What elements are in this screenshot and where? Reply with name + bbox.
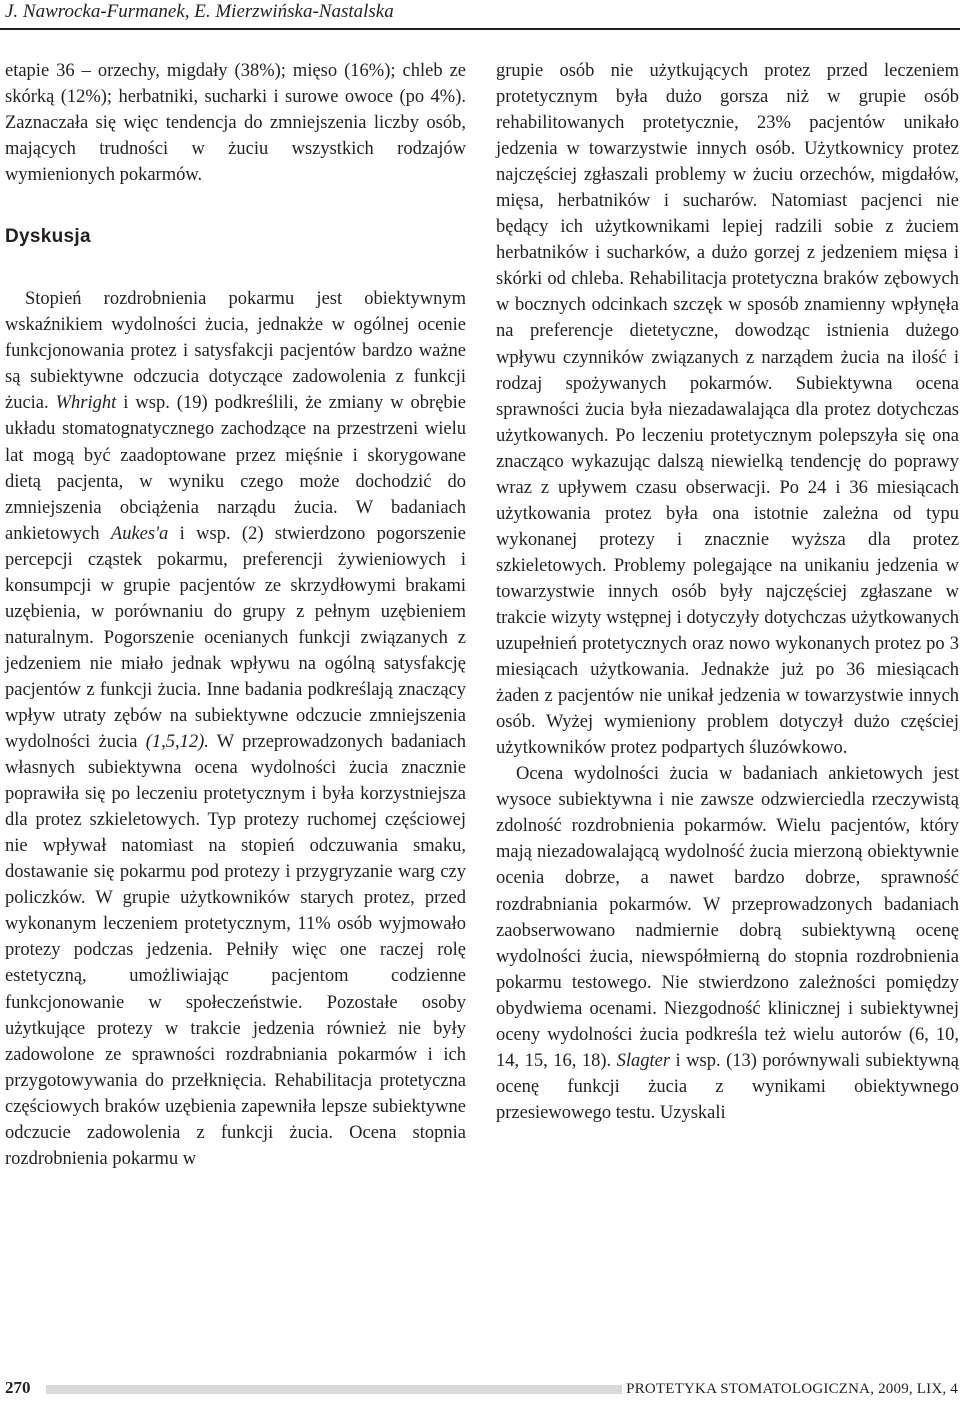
discussion-text-3: i wsp. (2) stwierdzono pogorszenie percepcji cząstek pokarmu, preferencji żywieniowych i konsumpcji w grupie pacjentów ze skrzydłowymi brakami uzębienia, w porównaniu do grupy z pełnym uzębieniem naturalnym. Pogorszenie ocenianych funkcji związanych z jedzeniem nie miało jednak wpływu na ogólną satysfakcję pacjentów z funkcji żucia. Inne badania podkreślają znaczący wpływ utraty zębów na subiektywne odczucie zmniejszenia wydolności żucia [5,523,467,753]
right-paragraph-2 [496,761,959,1126]
journal-citation: PROTETYKA STOMATOLOGICZNA, 2009, LIX, 4 [626,1381,958,1397]
author-wright: Whright [55,393,117,414]
intro-paragraph: etapie 36 – orzechy, migdały (38%); mięso (16%); chleb ze skórką (12%); herbatniki, sucharki i surowe owoce (po 4%). Zaznaczała się więc tendencja do zmniejszenia liczby osób, mających trudności w żuciu wszystkich rodzajów wymienionych pokarmów. [5,61,466,186]
footer-bar [46,1385,622,1394]
discussion-paragraph [5,286,466,1172]
running-header [0,0,960,30]
right-text-1: Ocena wydolności żucia w badaniach ankietowych jest wysoce subiektywna i nie zawsze odzwierciedla rzeczywistą zdolność rozdrobnienia pokarmów. Wielu pacjentów, który mają niezadowalającą wydolność żucia mierzoną obiektywnie ocenia dobrze, a nawet bardzo dobrze, sprawność rozdrabniania pokarmów. W przeprowadzonych badaniach zaobserwowano nadmiernie dobrą subiektywną ocenę wydolności żucia, niewspółmierną do stopnia rozdrobnienia pokarmu testowego. Nie stwierdzono zależności pomiędzy obydwiema ocenami. Niezgodność klinicznej i subiektywnej oceny wydolności żucia podkreśla też wielu autorów (6, 10, 14, 15, 16, 18). [496,764,959,1071]
section-heading: Dyskusja [5,226,91,248]
right-column [496,58,959,1126]
discussion-text-4: W przeprowadzonych badaniach własnych subiektywna ocena wydolności żucia znacznie poprawiła się po leczeniu protetycznym i była korzystniejsza dla protez szkieletowych. Typ protezy ruchomej częściowej nie wpływał natomiast na stopień odczuwania smaku, dostawanie się pokarmu pod protezy i przygryzanie warg czy policzków. W grupie użytkowników starych protez, przed wykonanym leczeniem protetycznym, 11% osób wyjmowało protezy podczas jedzenia. Pełniły więc one raczej rolę estetyczną, umożliwiając pacjentom codzienne funkcjonowanie w społeczeństwie. Pozostałe osoby użytkujące protezy w trakcie jedzenia również nie były zadowolone ze sprawności rozdrabniania pokarmów i ich przygotowywania do przełknięcia. Rehabilitacja protetyczna częściowych braków uzębienia zapewniła lepsze subiektywne odczucie zadowolenia z funkcji żucia. Ocena stopnia rozdrobnienia pokarmu w [5,732,466,1169]
citation-italic: (1,5,12). [145,732,209,753]
author-slagter: Slagter [616,1050,671,1071]
discussion-text-1: Stopień rozdrobnienia pokarmu jest obiektywnym wskaźnikiem wydolności żucia, jednakże w ogólnej ocenie funkcjonowania protez i satysfakcji pacjentów bardzo ważne są subiektywne odczucia dotyczące zadowolenia z funkcji żucia. [5,289,466,414]
author-aukes: Aukes'a [110,523,169,544]
discussion-text-2: i wsp. (19) podkreślili, że zmiany w obrębie układu stomatognatycznego zachodzące na przestrzeni wielu lat mogą być zaadoptowane przez mięśnie i skorygowane dietą pacjenta, w wyniku czego może dochodzić do zmniejszenia obciążenia narządu żucia. W badaniach ankietowych [5,393,467,544]
header-authors: J. Nawrocka-Furmanek, E. Mierzwińska-Nastalska [5,1,394,22]
page-number: 270 [5,1378,31,1397]
right-paragraph-1: grupie osób nie użytkujących protez przed leczeniem protetycznym była dużo gorsza niż w grupie osób rehabilitowanych protetycznie, 23% pacjentów unikało jedzenia w towarzystwie innych osób. Użytkownicy protez najczęściej zgłaszali problemy w żuciu orzechów, migdałów, mięsa, herbatników i sucharów. Natomiast pacjenci nie będący ich użytkownikami lepiej radzili sobie z żuciem herbatników i sucharków, a dużo gorzej z jedzeniem mięsa i skórki od chleba. Rehabilitacja protetyczna braków zębowych w bocznych odcinkach szczęk w sposób znamienny wpłynęła na preferencje dietetyczne, dowodząc istnienia dużego wpływu czynników związanych z narządem żucia na ilość i rodzaj spożywanych pokarmów. Subiektywna ocena sprawności żucia była niezadawalająca dla protez dotychczas użytkowanych. Po leczeniu protetycznym polepszyła się ona znacząco wykazując dalszą niewielką tendencję do poprawy wraz z upływem czasu obserwacji. Po 24 i 36 miesiącach użytkowania protez była ona istotnie zależna od typu wykonanej protezy i znacznie wyższa dla protez szkieletowych. Problemy polegające na unikaniu jedzenia w towarzystwie innych osób były najczęściej zgłaszane w trakcie wizyty wstępnej i dotyczyły dotychczas użytkowanych uzupełnień protetycznych oraz nowo wykonanych protez po 3 miesiącach użytkowania. Jednakże już po 36 miesiącach żaden z pacjentów nie unikał jedzenia w towarzystwie innych osób. Wyżej wymieniony problem dotyczył dużo częściej użytkowników protez podpartych śluzówkowo. [496,61,959,759]
left-column [5,58,466,1172]
right-text-2: i wsp. (13) porównywali subiektywną ocenę funkcji żucia z wynikami obiektywnego przesiewowego testu. Uzyskali [496,1050,959,1123]
header-rule [0,28,960,30]
